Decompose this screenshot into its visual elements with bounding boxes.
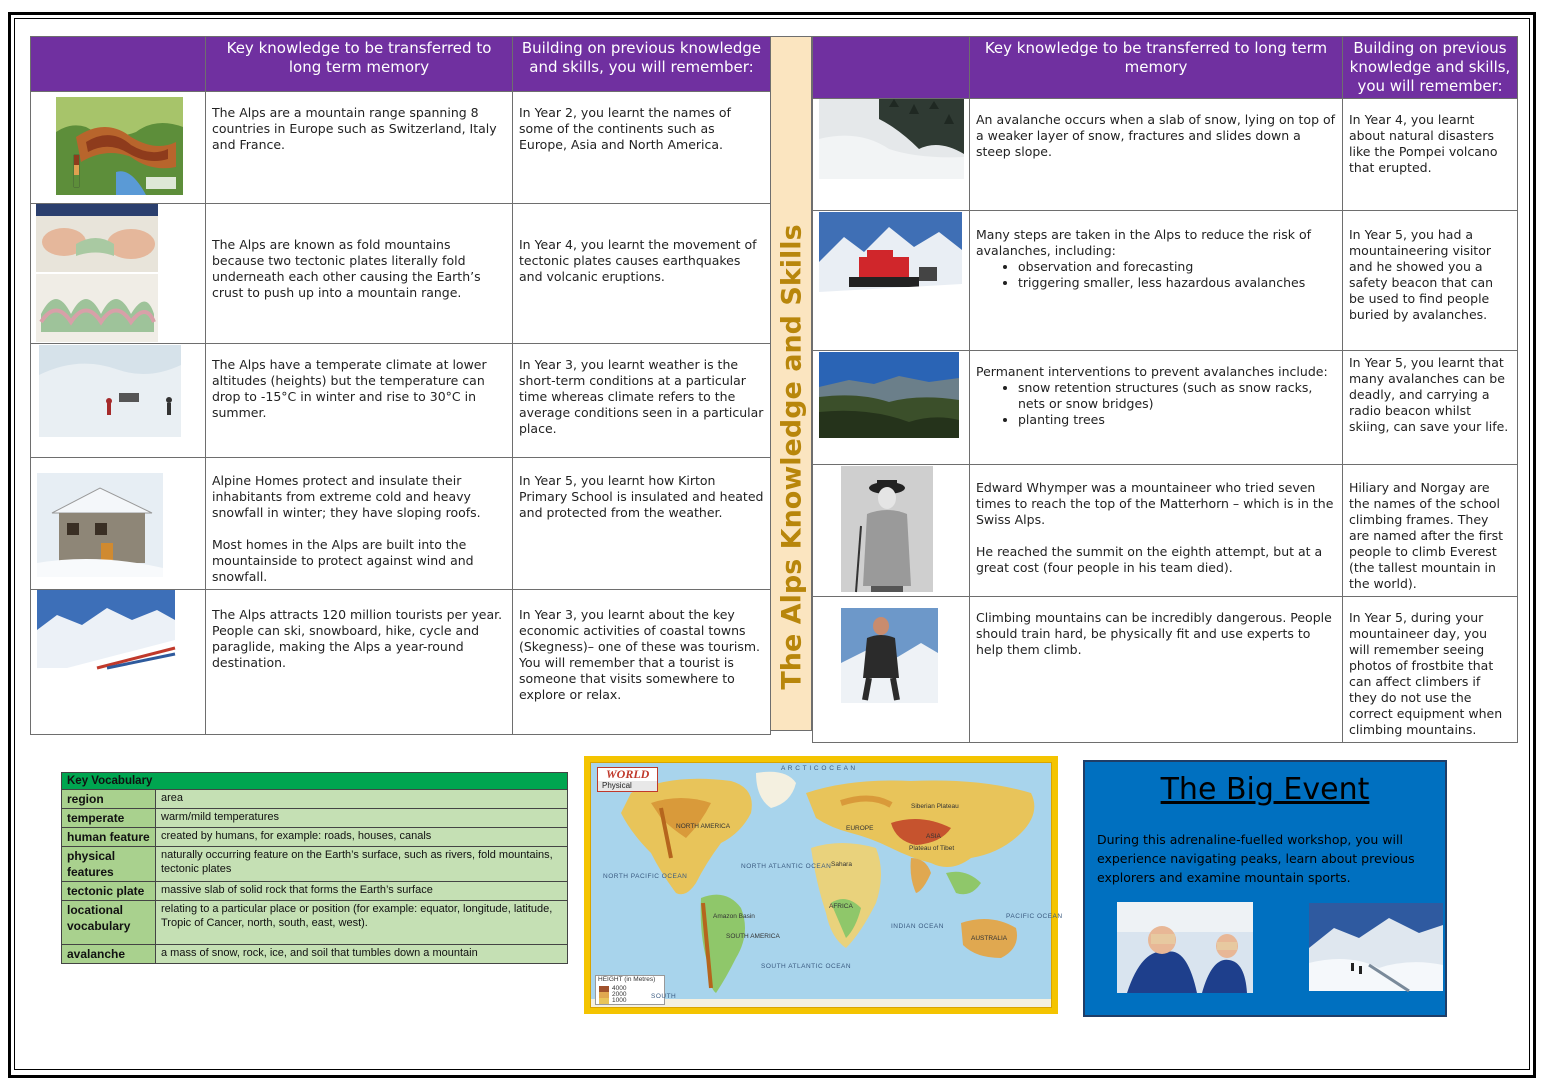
map-label-north-pacific: NORTH PACIFIC OCEAN (603, 873, 688, 880)
mountaineer-climber-image (841, 608, 938, 703)
prior-knowledge-cell: In Year 4, you learnt the movement of tectonic plates causes earthquakes and volcanic eruptions. (513, 204, 771, 344)
map-label-north-atlantic: NORTH ATLANTIC OCEAN (741, 863, 832, 870)
snowdrift-image (39, 345, 181, 437)
row-image-cell (31, 204, 206, 344)
alps-relief-map-image (56, 97, 183, 195)
vocab-definition: area (156, 790, 568, 809)
right-knowledge-table (812, 36, 1518, 743)
map-label-amazon: Amazon Basin (713, 913, 755, 920)
prior-knowledge-cell: In Year 3, you learnt weather is the short-term conditions at a particular time whereas climate refers to the average conditions seen in a particular place. (513, 344, 771, 458)
vocab-row (62, 847, 568, 882)
table-row (31, 458, 771, 590)
clay-fold-model-image (36, 204, 158, 342)
map-legend-2000: 2000 (612, 991, 627, 998)
key-knowledge-cell: The Alps attracts 120 million tourists per year. People can ski, snowboard, hike, cycle and paraglide, making the Alps a year-round destination. (206, 590, 513, 735)
left-knowledge-table (30, 36, 771, 735)
table-row (813, 351, 1518, 465)
key-knowledge-cell: Climbing mountains can be incredibly dangerous. People should train hard, be physically fit and use experts to help them climb. (970, 597, 1343, 743)
map-height-legend (595, 975, 665, 1005)
chalet-text-2: Most homes in the Alps are built into the mountainside to protect against wind and snowfall. (212, 537, 474, 584)
map-label-arctic: A R C T I C O C E A N (781, 765, 856, 772)
map-title: WORLD (606, 767, 650, 781)
vocab-row (62, 945, 568, 964)
key-knowledge-cell: An avalanche occurs when a slab of snow, lying on top of a weaker layer of snow, fractures and slides down a steep slope. (970, 99, 1343, 211)
map-label-tibet: Plateau of Tibet (909, 845, 955, 852)
table-row (31, 344, 771, 458)
big-event-panel (1083, 760, 1447, 1017)
header-key-knowledge: Key knowledge to be transferred to long term memory (970, 37, 1343, 99)
vocab-row (62, 828, 568, 847)
map-landmass (591, 763, 1051, 1007)
row-image-cell (813, 351, 970, 465)
table-row (813, 597, 1518, 743)
vocab-title: Key Vocabulary (62, 773, 568, 790)
prior-knowledge-cell: In Year 5, you learnt how Kirton Primary School is insulated and heated and protected from the weather. (513, 458, 771, 590)
avalanche-forest-image (819, 99, 964, 179)
vocab-term: human feature (62, 828, 156, 847)
big-event-text: During this adrenaline-fuelled workshop, you will experience navigating peaks, learn about previous explorers and examine mountain sports. (1097, 832, 1415, 885)
header-building: Building on previous knowledge and skills, you will remember: (513, 37, 771, 92)
vocab-term: avalanche (62, 945, 156, 964)
prior-knowledge-cell: In Year 2, you learnt the names of some of the continents such as Europe, Asia and North America. (513, 92, 771, 204)
header-building: Building on previous knowledge and skills, you will remember: (1343, 37, 1518, 99)
map-canvas (590, 762, 1063, 1008)
key-vocabulary-table (61, 772, 568, 964)
row-image-cell (31, 590, 206, 735)
vocab-definition: warm/mild temperatures (156, 809, 568, 828)
table-row (813, 211, 1518, 351)
row-image-cell (813, 465, 970, 597)
prior-knowledge-cell: In Year 5, you had a mountaineering visitor and he showed you a safety beacon that can be used to find people buried by avalanches. (1343, 211, 1518, 351)
map-label-south: SOUTH (651, 993, 677, 1000)
map-subtitle: Physical (598, 781, 657, 791)
map-legend-4000: 4000 (612, 985, 627, 992)
edward-whymper-portrait-image (841, 466, 933, 592)
vocab-definition: massive slab of solid rock that forms the Earth’s surface (156, 882, 568, 901)
map-legend-1000: 1000 (612, 997, 627, 1004)
map-label-south-atlantic: SOUTH ATLANTIC OCEAN (761, 963, 852, 970)
map-label-pacific: PACIFIC OCEAN (1006, 913, 1063, 920)
map-label-indian: INDIAN OCEAN (891, 923, 944, 930)
big-event-title: The Big Event (1160, 772, 1370, 807)
whymper-text-2: He reached the summit on the eighth attempt, but at a great cost (four people in his team died). (976, 544, 1323, 575)
key-knowledge-cell (970, 211, 1343, 351)
prior-knowledge-cell: In Year 5, during your mountaineer day, you will remember seeing photos of frostbite that can affect climbers if they do not use the correct equipment when climbing mountains. (1343, 597, 1518, 743)
vocab-term: region (62, 790, 156, 809)
band-title: The Alps Knowledge and Skills (776, 224, 808, 690)
vocab-row (62, 901, 568, 945)
vertical-title-band (770, 36, 812, 731)
key-knowledge-cell: The Alps are a mountain range spanning 8 countries in Europe such as Switzerland, Italy and France. (206, 92, 513, 204)
vr-headset-students-image (1117, 902, 1253, 993)
vocab-row (62, 790, 568, 809)
avalanche-steps-intro: Many steps are taken in the Alps to reduce the risk of avalanches, including: (976, 227, 1312, 258)
vocab-term: locational vocabulary (62, 901, 156, 945)
map-label-siberian: Siberian Plateau (911, 803, 959, 810)
row-image-cell (31, 92, 206, 204)
vocab-definition: created by humans, for example: roads, houses, canals (156, 828, 568, 847)
list-item: • observation and forecasting (1018, 259, 1336, 275)
vocab-definition: a mass of snow, rock, ice, and soil that tumbles down a mountain (156, 945, 568, 964)
key-knowledge-cell: The Alps are known as fold mountains because two tectonic plates literally fold underneath each other causing the Earth’s crust to push up into a mountain range. (206, 204, 513, 344)
vocab-row (62, 882, 568, 901)
table-row (31, 92, 771, 204)
map-title-box (597, 767, 658, 792)
prior-knowledge-cell: In Year 4, you learnt about natural disasters like the Pompei volcano that erupted. (1343, 99, 1518, 211)
row-image-cell (31, 344, 206, 458)
vocab-definition: naturally occurring feature on the Earth’s surface, such as rivers, fold mountains, tectonic plates (156, 847, 568, 882)
map-label-australia: AUSTRALIA (971, 935, 1008, 942)
world-physical-map (584, 756, 1063, 1014)
vocab-term: temperate (62, 809, 156, 828)
table-row (813, 99, 1518, 211)
forested-valley-image (819, 352, 959, 438)
map-label-south-america: SOUTH AMERICA (726, 933, 780, 940)
key-knowledge-cell: The Alps have a temperate climate at lower altitudes (heights) but the temperature can drop to -15°C in winter and rise to 30°C in summer. (206, 344, 513, 458)
vocab-header-row (62, 773, 568, 790)
list-item: • triggering smaller, less hazardous avalanches (1018, 275, 1336, 291)
key-knowledge-cell (970, 465, 1343, 597)
whymper-text-1: Edward Whymper was a mountaineer who tried seven times to reach the top of the Matterhorn – which is in the Swiss Alps. (976, 480, 1334, 527)
list-item: • planting trees (1018, 412, 1336, 428)
vocab-term: physical features (62, 847, 156, 882)
table-row (31, 590, 771, 735)
alpine-chalet-image (37, 473, 163, 577)
map-label-africa: AFRICA (829, 903, 853, 910)
table-row (31, 204, 771, 344)
paraglider-view-image (37, 590, 175, 668)
vocab-definition: relating to a particular place or position (for example: equator, longitude, latitude, Tropic of Cancer, north, south, east, west). (156, 901, 568, 945)
header-key-knowledge: Key knowledge to be transferred to long term memory (206, 37, 513, 92)
row-image-cell (813, 99, 970, 211)
map-label-north-america: NORTH AMERICA (676, 823, 731, 830)
header-blank (31, 37, 206, 92)
chalet-text-1: Alpine Homes protect and insulate their inhabitants from extreme cold and heavy snowfall in winter; they have sloping roofs. (212, 473, 481, 520)
header-blank (813, 37, 970, 99)
mountain-expedition-image (1309, 903, 1443, 991)
map-label-europe: EUROPE (846, 825, 874, 832)
vocab-row (62, 809, 568, 828)
vocab-term: tectonic plate (62, 882, 156, 901)
key-knowledge-cell (206, 458, 513, 590)
list-item: • snow retention structures (such as snow racks, nets or snow bridges) (1018, 380, 1336, 412)
table-row (813, 465, 1518, 597)
avalanche-steps-list (1018, 259, 1336, 291)
interventions-intro: Permanent interventions to prevent avalanches include: (976, 364, 1328, 379)
snow-groomer-image (819, 212, 962, 306)
row-image-cell (31, 458, 206, 590)
prior-knowledge-cell: Hiliary and Norgay are the names of the school climbing frames. They are named after the first people to climb Everest (the tallest mountain in the world). (1343, 465, 1518, 597)
interventions-list (1018, 380, 1336, 428)
map-label-sahara: Sahara (831, 861, 852, 868)
prior-knowledge-cell: In Year 5, you learnt that many avalanches can be deadly, and carrying a radio beacon whilst skiing, can save your life. (1343, 351, 1518, 465)
key-knowledge-cell (970, 351, 1343, 465)
row-image-cell (813, 211, 970, 351)
map-label-asia: ASIA (926, 833, 941, 840)
map-legend-title: HEIGHT (in Metres) (598, 976, 656, 983)
row-image-cell (813, 597, 970, 743)
prior-knowledge-cell: In Year 3, you learnt about the key economic activities of coastal towns (Skegness)– one of these was tourism. You will remember that a tourist is someone that visits somewhere to explore or relax. (513, 590, 771, 735)
